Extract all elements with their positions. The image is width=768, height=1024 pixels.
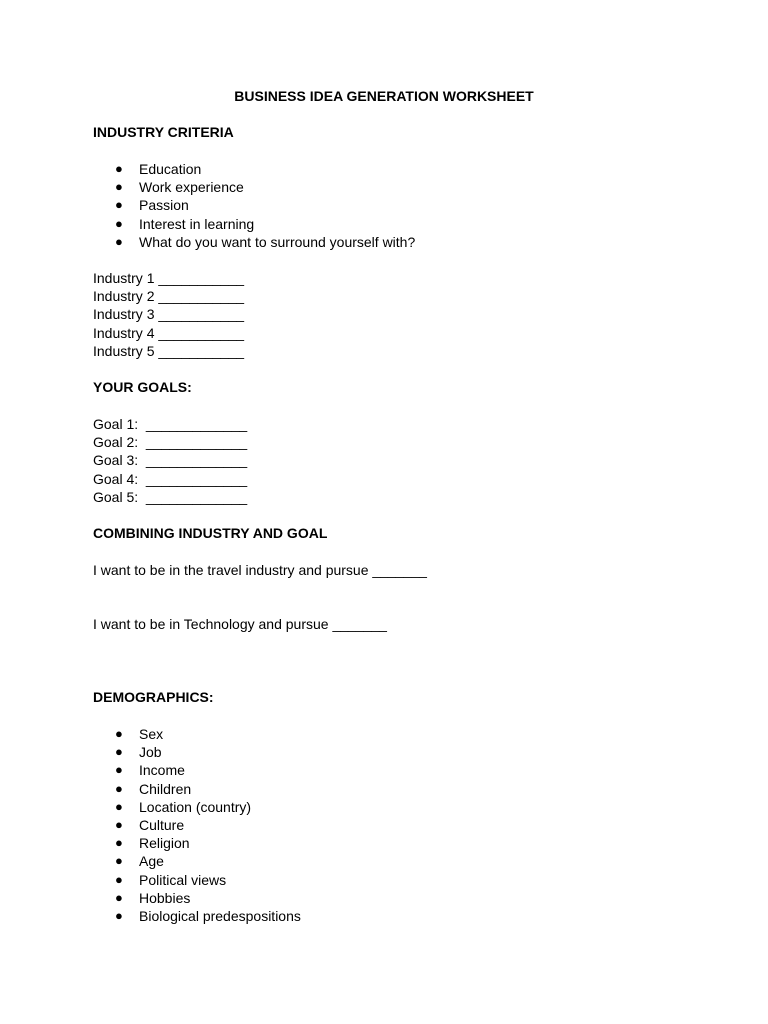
bullet-icon: ● bbox=[115, 798, 123, 814]
bullet-icon: ● bbox=[115, 780, 123, 796]
bullet-icon: ● bbox=[115, 179, 123, 195]
list-item bbox=[93, 889, 301, 907]
industry-line-1: Industry 1 ___________ bbox=[93, 270, 245, 286]
bullet-icon: ● bbox=[115, 871, 123, 887]
industry-line-4: Industry 4 ___________ bbox=[93, 324, 245, 341]
list-item-label: Political views bbox=[139, 871, 227, 888]
bullet-icon: ● bbox=[115, 197, 123, 213]
list-item-label: Sex bbox=[139, 726, 164, 742]
industry-criteria-heading: INDUSTRY CRITERIA bbox=[93, 124, 234, 140]
list-item bbox=[93, 215, 415, 233]
industry-line-5: Industry 5 ___________ bbox=[93, 342, 245, 359]
list-item-label: Biological predespositions bbox=[139, 907, 301, 924]
bullet-icon: ● bbox=[115, 889, 123, 905]
list-item-label: Work experience bbox=[139, 179, 244, 196]
combining-sentence-technology: I want to be in Technology and pursue _______ bbox=[93, 616, 387, 632]
bullet-icon: ● bbox=[115, 233, 123, 249]
your-goals-heading: YOUR GOALS: bbox=[93, 379, 192, 395]
goal-line-5: Goal 5: _____________ bbox=[93, 488, 248, 505]
list-item bbox=[93, 761, 301, 779]
bullet-icon: ● bbox=[115, 744, 123, 760]
industry-criteria-list bbox=[93, 160, 415, 251]
bullet-icon: ● bbox=[115, 215, 123, 231]
list-item bbox=[93, 798, 301, 816]
bullet-icon: ● bbox=[115, 762, 123, 778]
combining-heading: COMBINING INDUSTRY AND GOAL bbox=[93, 525, 328, 541]
demographics-heading: DEMOGRAPHICS: bbox=[93, 689, 214, 705]
bullet-icon: ● bbox=[115, 853, 123, 869]
list-item-label: Income bbox=[139, 762, 185, 779]
industry-line-2: Industry 2 ___________ bbox=[93, 288, 245, 305]
bullet-icon: ● bbox=[115, 161, 123, 176]
list-item bbox=[93, 160, 415, 178]
goal-fill-lines bbox=[93, 415, 247, 506]
industry-fill-lines bbox=[93, 269, 244, 360]
industry-line-3: Industry 3 ___________ bbox=[93, 306, 245, 323]
list-item-label: Education bbox=[139, 161, 202, 177]
list-item-label: Location (country) bbox=[139, 798, 252, 815]
list-item bbox=[93, 871, 301, 889]
worksheet-title: BUSINESS IDEA GENERATION WORKSHEET bbox=[234, 88, 534, 104]
goal-line-2: Goal 2: _____________ bbox=[93, 434, 248, 451]
list-item bbox=[93, 178, 415, 196]
list-item-label: Children bbox=[139, 780, 192, 797]
list-item bbox=[93, 233, 415, 251]
combining-sentence-travel: I want to be in the travel industry and pursue _______ bbox=[93, 562, 427, 578]
bullet-icon: ● bbox=[115, 907, 123, 923]
list-item-label: Religion bbox=[139, 835, 190, 852]
list-item-label: Job bbox=[139, 744, 162, 761]
goal-line-4: Goal 4: _____________ bbox=[93, 470, 248, 487]
list-item bbox=[93, 196, 415, 214]
demographics-list bbox=[93, 725, 301, 925]
list-item-label: Age bbox=[139, 853, 164, 870]
list-item-label: What do you want to surround yourself with? bbox=[139, 233, 416, 250]
list-item bbox=[93, 816, 301, 834]
bullet-icon: ● bbox=[115, 835, 123, 851]
list-item-label: Interest in learning bbox=[139, 215, 255, 232]
list-item-label: Culture bbox=[139, 816, 185, 833]
list-item bbox=[93, 834, 301, 852]
list-item bbox=[93, 743, 301, 761]
list-item-label: Hobbies bbox=[139, 889, 191, 906]
list-item bbox=[93, 907, 301, 925]
list-item bbox=[93, 725, 301, 743]
bullet-icon: ● bbox=[115, 726, 123, 741]
list-item bbox=[93, 852, 301, 870]
list-item bbox=[93, 780, 301, 798]
list-item-label: Passion bbox=[139, 197, 189, 214]
goal-line-3: Goal 3: _____________ bbox=[93, 452, 248, 469]
goal-line-1: Goal 1: _____________ bbox=[93, 416, 248, 432]
bullet-icon: ● bbox=[115, 816, 123, 832]
